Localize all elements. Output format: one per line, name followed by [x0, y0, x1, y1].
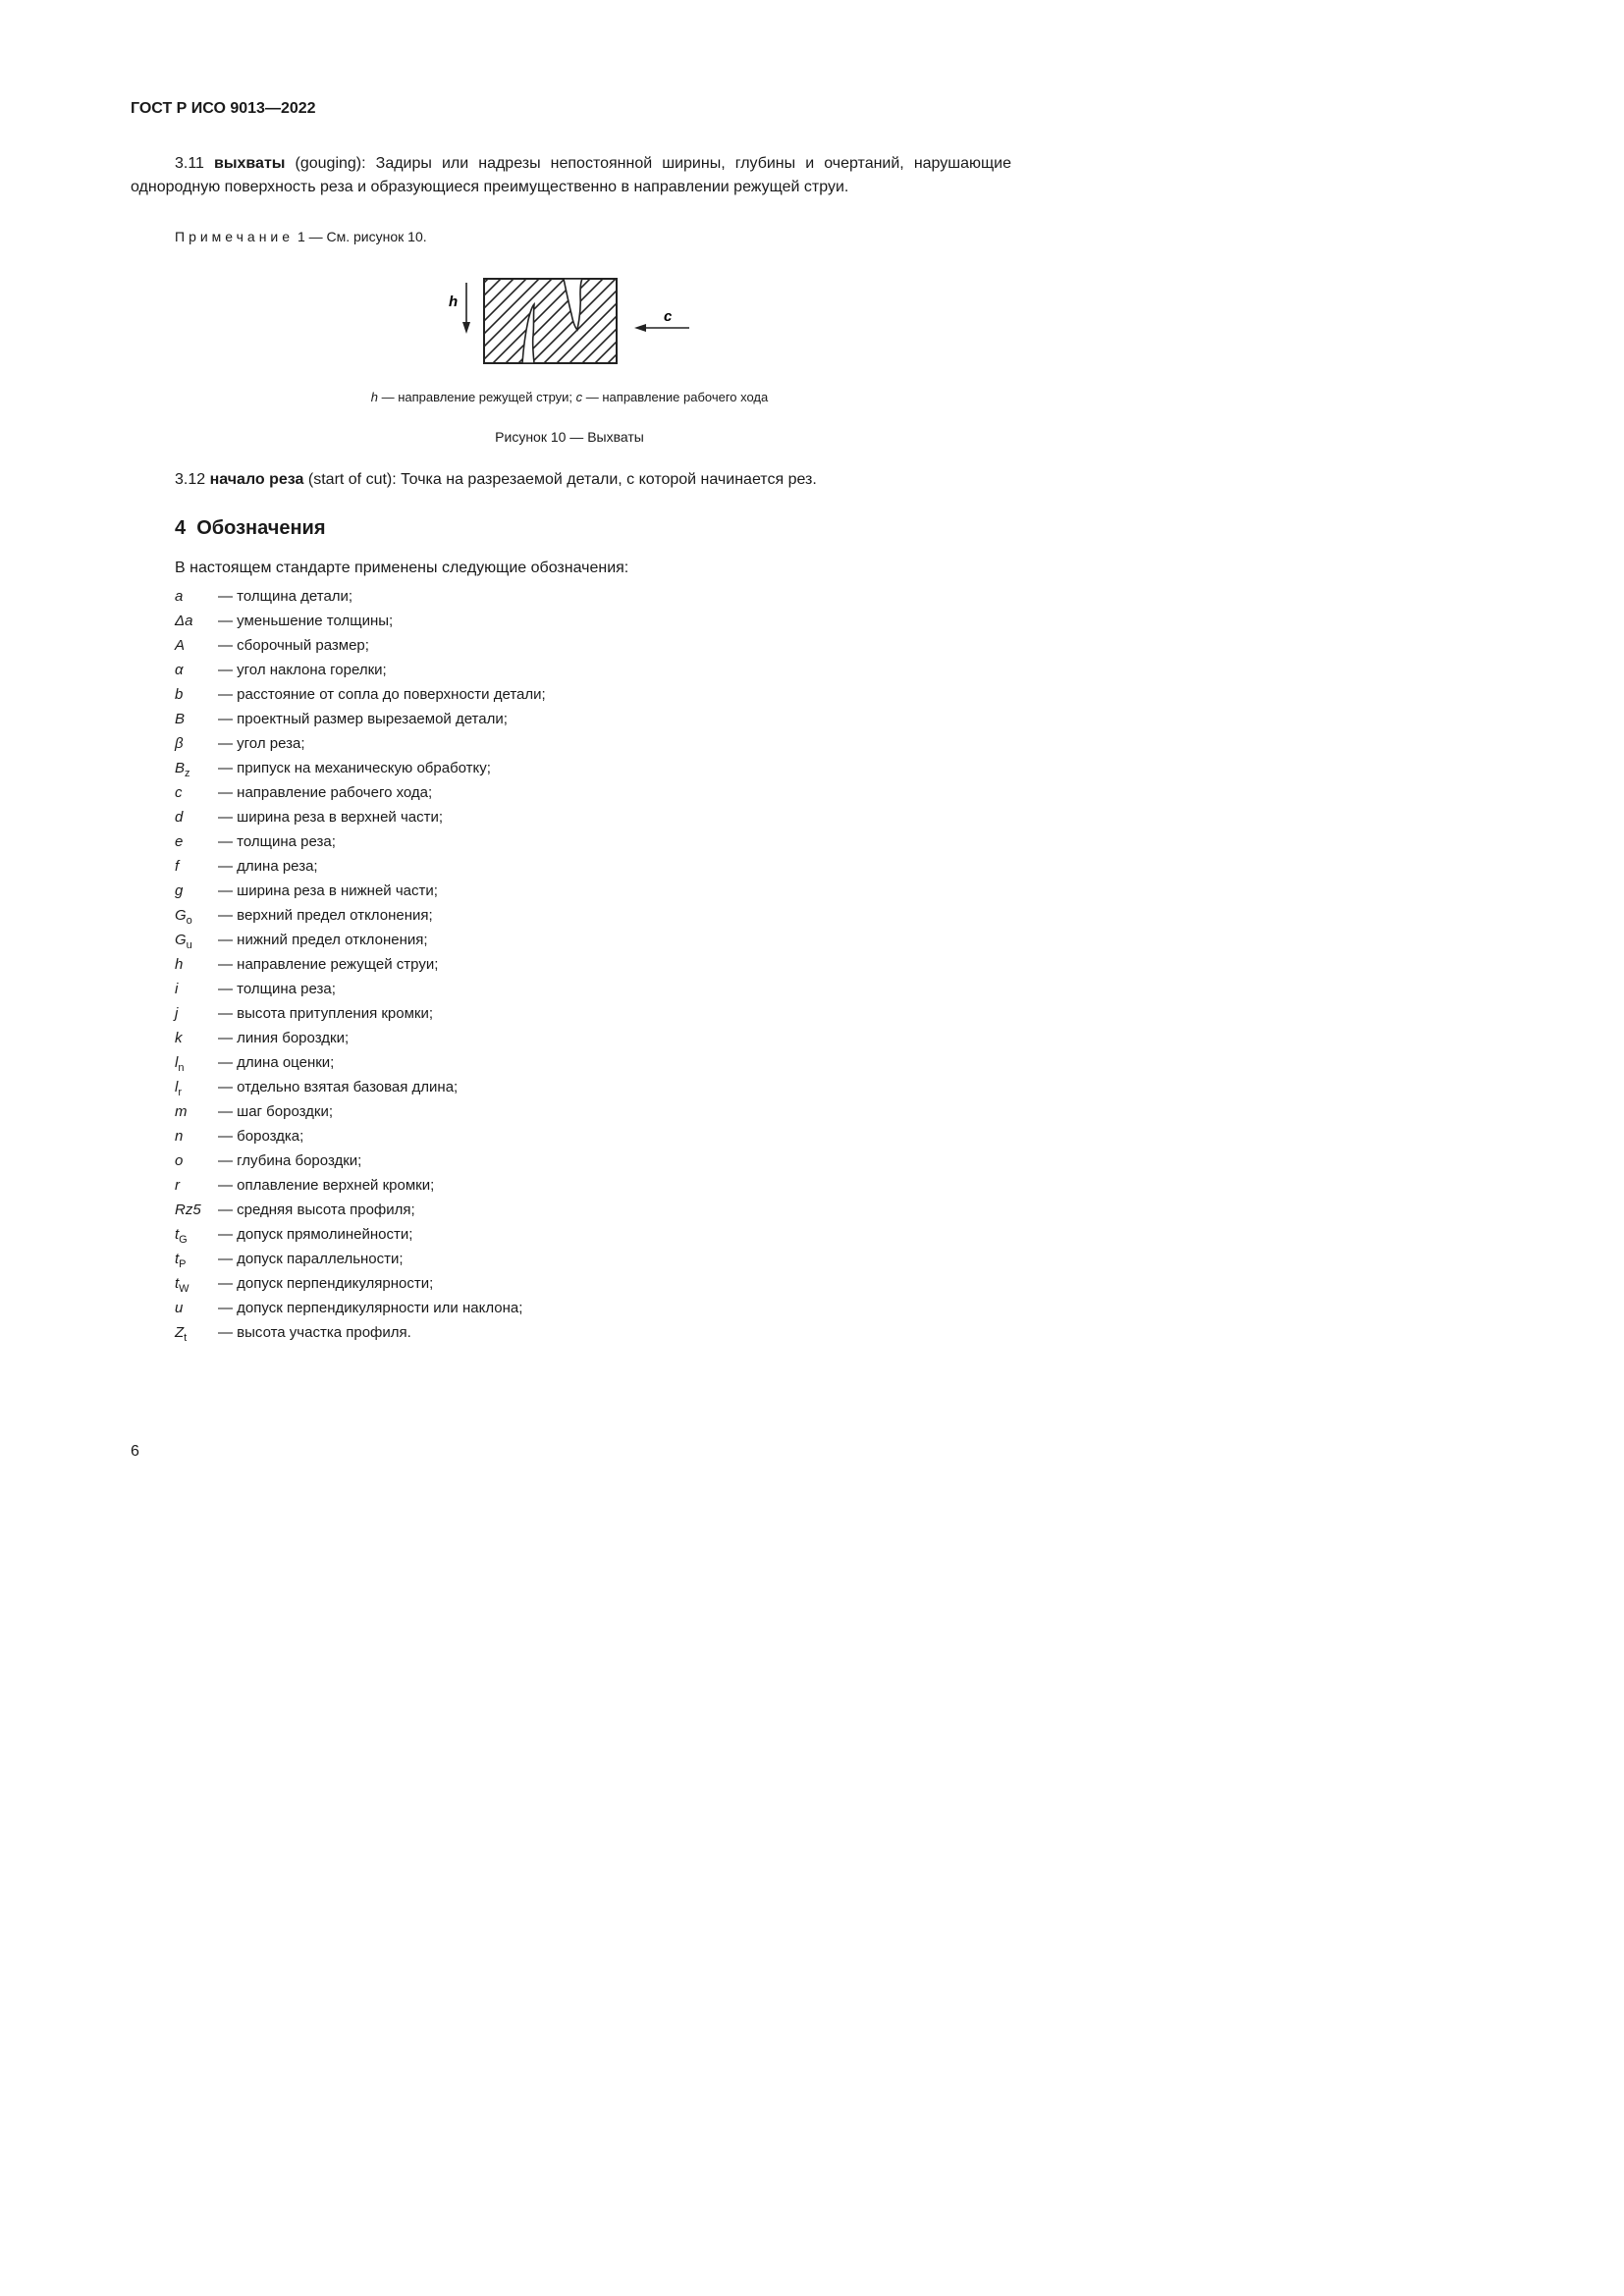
figure-legend [0, 390, 1139, 404]
symbol [175, 977, 218, 1001]
term-english: (gouging): [295, 155, 366, 172]
symbol-item [175, 1026, 546, 1050]
symbol-subscript: z [185, 768, 190, 779]
symbols-list [175, 584, 546, 1345]
legend-h-symbol: h [370, 390, 378, 404]
symbol-letter: t [175, 1275, 180, 1292]
symbol-description: — уменьшение толщины; [218, 613, 394, 629]
symbol-subscript: n [178, 1062, 185, 1074]
symbol-item [175, 609, 546, 633]
symbol-description: — глубина бороздки; [218, 1152, 362, 1169]
symbol-letter: l [175, 1054, 179, 1071]
hatch-line [432, 275, 492, 368]
note-text: 1 — См. рисунок 10. [297, 229, 427, 244]
symbol-letter: u [175, 1300, 184, 1316]
section-intro: В настоящем стандарте применены следующие обозначения: [175, 560, 629, 576]
hatch-line [705, 275, 707, 368]
symbol-subscript: G [179, 1234, 188, 1246]
symbol [175, 805, 218, 829]
symbol-item [175, 1222, 546, 1247]
symbol-letter: j [175, 1005, 179, 1022]
hatch-line [654, 275, 707, 368]
symbol-item [175, 1198, 546, 1222]
paragraph-3-11 [131, 152, 1011, 199]
symbol-item [175, 707, 546, 731]
hatch-line [692, 275, 707, 368]
definition: Задиры или надрезы непостоянной ширины, глубины и очертаний, нарушающие однородную поверхность реза и образующиеся преимущественно в направлении режущей струи. [131, 155, 1012, 195]
symbol [175, 584, 218, 609]
symbol [175, 952, 218, 977]
symbol-subscript: r [178, 1087, 183, 1098]
symbol-letter: B [175, 711, 186, 727]
definition: Точка на разрезаемой детали, с которой начинается рез. [401, 471, 817, 488]
symbol-description: — высота притупления кромки; [218, 1005, 434, 1022]
page-number: 6 [131, 1443, 139, 1460]
symbol-letter: G [175, 907, 187, 924]
hatch-line [616, 275, 707, 368]
symbol [175, 829, 218, 854]
section-heading: 4 Обозначения [175, 517, 326, 539]
symbol-item [175, 682, 546, 707]
symbol-item [175, 1124, 546, 1148]
symbol-description: — ширина реза в верхней части; [218, 809, 444, 826]
symbol [175, 707, 218, 731]
hatch-line [667, 275, 707, 368]
symbol-item [175, 633, 546, 658]
symbol-letter: c [175, 784, 183, 801]
symbol-item [175, 658, 546, 682]
symbol [175, 1124, 218, 1148]
symbol-description: — проектный размер вырезаемой детали; [218, 711, 508, 727]
symbol [175, 1296, 218, 1320]
symbol-description: — допуск прямолинейности; [218, 1226, 413, 1243]
legend-h-text: — направление режущей струи; [377, 390, 576, 404]
symbol-letter: A [175, 637, 186, 654]
symbol-letter: b [175, 686, 184, 703]
legend-c-text: — направление рабочего хода [582, 390, 769, 404]
figure-10-gouging [432, 275, 707, 373]
symbol [175, 609, 218, 633]
clause-number: 3.12 [175, 471, 206, 488]
symbol-description: — толщина детали; [218, 588, 353, 605]
legend-c-symbol: c [575, 390, 583, 404]
symbol-item [175, 1050, 546, 1075]
symbol-letter: h [175, 956, 184, 973]
symbol-letter: G [175, 932, 187, 948]
symbol-description: — толщина реза; [218, 981, 336, 997]
symbol [175, 854, 218, 879]
term: выхваты [214, 155, 286, 172]
symbol-item [175, 1001, 546, 1026]
symbol-item [175, 903, 546, 928]
symbol-description: — ширина реза в нижней части; [218, 882, 438, 899]
symbol [175, 780, 218, 805]
symbol-description: — угол реза; [218, 735, 305, 752]
symbol-letter: α [175, 662, 184, 678]
symbol-description: — сборочный размер; [218, 637, 369, 654]
symbol-description: — длина оценки; [218, 1054, 335, 1071]
symbol-item [175, 952, 546, 977]
symbol-letter: l [175, 1079, 179, 1095]
term-english: (start of cut): [307, 471, 397, 488]
symbol-subscript: t [184, 1332, 188, 1344]
symbol [175, 658, 218, 682]
label-c: c [664, 308, 673, 325]
symbol-description: — нижний предел отклонения; [218, 932, 428, 948]
c-arrow-head [634, 324, 646, 332]
symbol-item [175, 1271, 546, 1296]
symbol [175, 1148, 218, 1173]
h-arrow-head [462, 322, 470, 334]
label-h: h [449, 294, 459, 310]
symbol-subscript: P [179, 1258, 187, 1270]
document-header: ГОСТ Р ИСО 9013—2022 [131, 100, 316, 117]
symbol-letter: Δa [175, 613, 193, 629]
symbol [175, 731, 218, 756]
symbol-description: — допуск перпендикулярности; [218, 1275, 434, 1292]
symbol-letter: o [175, 1152, 184, 1169]
symbol-item [175, 1075, 546, 1099]
note-1 [175, 229, 427, 244]
symbol-letter: B [175, 760, 186, 776]
symbol-item [175, 829, 546, 854]
symbol-description: — средняя высота профиля; [218, 1201, 415, 1218]
symbol-item [175, 1099, 546, 1124]
symbol-description: — допуск перпендикулярности или наклона; [218, 1300, 523, 1316]
symbol-description: — линия бороздки; [218, 1030, 350, 1046]
symbol-description: — высота участка профиля. [218, 1324, 411, 1341]
symbol-letter: n [175, 1128, 184, 1145]
hatch-line [432, 275, 479, 368]
hatch-line [641, 275, 707, 368]
symbol-item [175, 1148, 546, 1173]
symbol [175, 1001, 218, 1026]
symbol-letter: β [175, 735, 184, 752]
symbol-description: — допуск параллельности; [218, 1251, 404, 1267]
symbol-letter: i [175, 981, 179, 997]
symbol-description: — шаг бороздки; [218, 1103, 334, 1120]
symbol-description: — бороздка; [218, 1128, 304, 1145]
symbol-description: — верхний предел отклонения; [218, 907, 433, 924]
symbol-description: — толщина реза; [218, 833, 336, 850]
symbol-item [175, 731, 546, 756]
symbol-description: — расстояние от сопла до поверхности детали; [218, 686, 546, 703]
term: начало реза [209, 471, 304, 488]
symbol-letter: r [175, 1177, 180, 1194]
symbol [175, 1320, 218, 1351]
symbol [175, 1173, 218, 1198]
symbol-description: — угол наклона горелки; [218, 662, 387, 678]
symbol-description: — припуск на механическую обработку; [218, 760, 491, 776]
note-label: Примечание [175, 229, 295, 244]
symbol [175, 1099, 218, 1124]
symbol-description: — отдельно взятая базовая длина; [218, 1079, 459, 1095]
symbol-item [175, 1296, 546, 1320]
symbol-letter: t [175, 1226, 180, 1243]
symbol-letter: m [175, 1103, 188, 1120]
symbol-description: — длина реза; [218, 858, 318, 875]
symbol-letter: t [175, 1251, 180, 1267]
clause-number: 3.11 [175, 155, 204, 172]
symbol [175, 1198, 218, 1222]
symbol [175, 633, 218, 658]
paragraph-3-12 [175, 471, 817, 489]
symbol-description: — оплавление верхней кромки; [218, 1177, 435, 1194]
symbol [175, 879, 218, 903]
symbol-item [175, 805, 546, 829]
symbol-letter: d [175, 809, 184, 826]
symbol-letter: k [175, 1030, 183, 1046]
symbol-item [175, 584, 546, 609]
symbol-item [175, 1320, 546, 1345]
symbol-description: — направление режущей струи; [218, 956, 439, 973]
symbol-item [175, 780, 546, 805]
symbol-subscript: W [179, 1283, 189, 1295]
symbol-item [175, 879, 546, 903]
symbol-item [175, 854, 546, 879]
symbol-letter: e [175, 833, 184, 850]
symbol-item [175, 977, 546, 1001]
hatch-line [679, 275, 707, 368]
symbol-letter: Z [175, 1324, 185, 1341]
symbol-item [175, 756, 546, 780]
symbol-description: — направление рабочего хода; [218, 784, 433, 801]
figure-caption: Рисунок 10 — Выхваты [495, 429, 644, 445]
symbol-subscript: u [186, 939, 192, 951]
symbol [175, 682, 218, 707]
symbol [175, 1026, 218, 1050]
symbol-letter: g [175, 882, 184, 899]
symbol-item [175, 1247, 546, 1271]
symbol-item [175, 928, 546, 952]
symbol-item [175, 1173, 546, 1198]
symbol-letter: f [175, 858, 180, 875]
symbol-letter: Rz5 [175, 1201, 201, 1218]
symbol-subscript: o [186, 915, 192, 927]
symbol-letter: a [175, 588, 184, 605]
